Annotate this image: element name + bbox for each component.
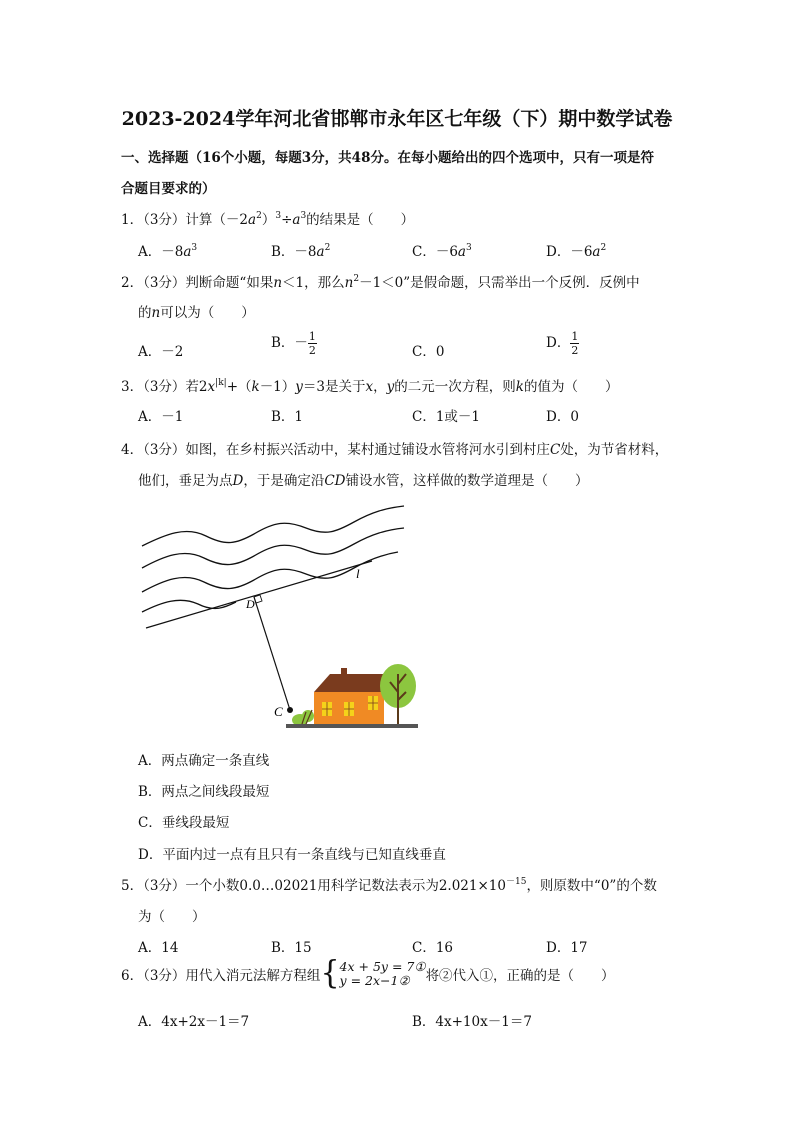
river-village-figure	[136, 496, 436, 736]
question-4-option-c: C．垂线段最短	[138, 815, 230, 831]
line-l	[146, 561, 372, 628]
question-5-stem-line1: 5．（3分）一个小数0.0…02021用科学记数法表示为$2.021\times 10^{-15}$，则原数中“0”的个数	[121, 877, 657, 894]
equation-2: y = 2x−1②	[339, 973, 410, 988]
question-3-option-d: D．0	[546, 409, 579, 425]
question-4-stem-line2: 他们，垂足为点D，于是确定沿CD铺设水管，这样做的数学道理是（ ）	[138, 473, 589, 489]
question-6-option-b: B．4x+10x－1＝7	[412, 1014, 532, 1030]
question-5-option-a: A．14	[138, 940, 179, 956]
segment-cd	[254, 597, 290, 710]
question-2-option-a: A．－2	[138, 344, 184, 360]
question-1-option-d: D．$-6a^2$	[546, 243, 607, 260]
question-3-option-c: C．1或－1	[412, 409, 481, 425]
point-c	[287, 707, 293, 713]
question-5-option-d: D．17	[546, 940, 588, 956]
question-2-option-b: B．－ $\frac{1}{2}$	[271, 330, 316, 357]
question-2-option-d: D． $\frac{1}{2}$	[546, 330, 579, 357]
question-3-option-a: A．－1	[138, 409, 184, 425]
question-4-option-a: A．两点确定一条直线	[138, 753, 270, 769]
question-1-option-c: C．$-6a^3$	[412, 243, 472, 260]
river-waves	[142, 506, 404, 612]
question-5-option-b: B．15	[271, 940, 312, 956]
question-4-option-b: B．两点之间线段最短	[138, 784, 270, 800]
question-5-option-c: C．16	[412, 940, 454, 956]
page-title: 2023-2024学年河北省邯郸市永年区七年级（下）期中数学试卷	[121, 108, 673, 130]
question-1-option-b: B．$-8a^2$	[271, 243, 331, 260]
label-c: C	[274, 704, 283, 719]
question-4-option-d: D．平面内过一点有且只有一条直线与已知直线垂直	[138, 847, 446, 863]
question-6-stem: 6．（3分）用代入消元法解方程组{ 4x + 5y = 7① y = 2x−1② 将②代入①，正确的是（ ）	[121, 955, 615, 992]
section-heading-line1: 一、选择题（16个小题，每题3分，共48分。在每小题给出的四个选项中，只有一项是符	[121, 150, 654, 166]
question-1-stem: 1．（3分）计算$(-2a^2)^3\div a^3$的结果是（ ）	[121, 211, 415, 228]
question-5-stem-line2: 为（ ）	[138, 909, 206, 925]
question-3-stem: 3．（3分）若$2x^{|k|}+(k-1)y=3$是关于x，y的二元一次方程，则k的值为（ ）	[121, 378, 619, 395]
equation-1: 4x + 5y = 7①	[339, 959, 426, 974]
question-2-stem-line2: 的n可以为（ ）	[138, 305, 255, 321]
tree-icon	[380, 664, 416, 726]
label-d: D	[246, 597, 255, 611]
question-6-option-a: A．4x+2x－1＝7	[138, 1014, 250, 1030]
label-l: l	[356, 566, 360, 581]
house-icon	[314, 668, 390, 724]
question-2-option-c: C．0	[412, 344, 445, 360]
question-2-stem-line1: 2．（3分）判断命题“如果n＜1，那么$n^2-1<0$”是假命题，只需举出一个反例．反例中	[121, 274, 640, 291]
question-4-stem-line1: 4．（3分）如图，在乡村振兴活动中，某村通过铺设水管将河水引到村庄C处，为节省材料，	[121, 442, 669, 458]
question-3-option-b: B．1	[271, 409, 304, 425]
question-1-option-a: A．$-8a^3$	[138, 243, 198, 260]
ground	[286, 724, 418, 728]
section-heading-line2: 合题目要求的）	[121, 181, 216, 197]
